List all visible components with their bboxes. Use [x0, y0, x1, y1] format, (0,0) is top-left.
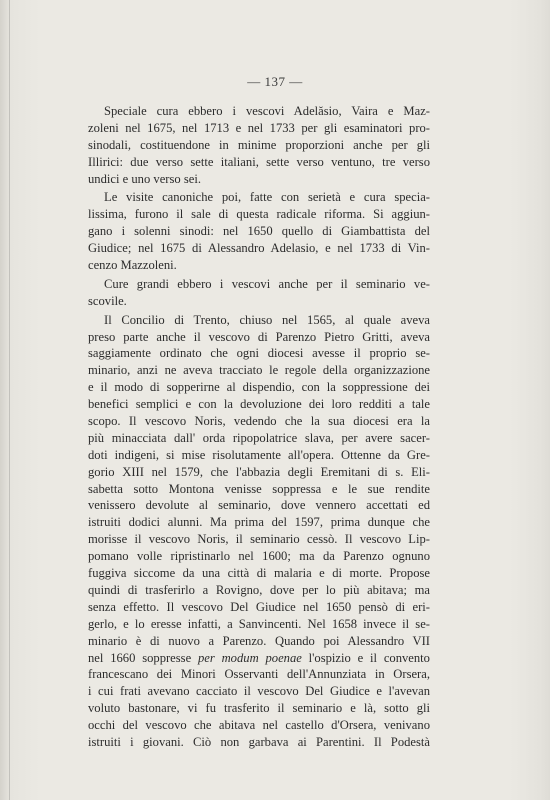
text-line: zoleni nel 1675, nel 1713 e nel 1733 per gli esaminatori pro- [88, 120, 430, 135]
text-line: Illirici: due verso sette italiani, sette verso ventuno, tre verso [88, 154, 430, 169]
paragraph-1 [88, 103, 430, 187]
body-text [88, 103, 430, 751]
text-line: fuggiva siccome da una città di malaria e di morte. Propose [88, 566, 430, 581]
page-number: — 137 — [247, 74, 303, 89]
paragraph-4 [88, 312, 430, 751]
text-line: quindi di trasferirlo a Rovigno, dove per lo più abitava; ma [88, 582, 430, 597]
text-line: cenzo Mazzoleni. [88, 258, 177, 273]
latin-phrase: per modum poenae [197, 650, 302, 665]
text-line: pomano volle ripristinarlo nel 1600; ma da Parenzo ognuno [88, 549, 430, 564]
text-line: saggiamente ordinato che ogni diocesi avesse il proprio se- [88, 346, 430, 361]
text-line: gerlo, e lo eresse infatti, a Sanvincenti. Nel 1658 invece il se- [88, 616, 430, 631]
text-line: Speciale cura ebbero i vescovi Adelăsio, Vaira e Maz- [104, 104, 430, 118]
text-line: Giudice; nel 1675 di Alessandro Adelasio, e nel 1733 di Vin- [88, 241, 430, 256]
text-line: sabetta sotto Montona venisse soppressa e le sue rendite [88, 481, 430, 496]
text-line: minario è di nuovo a Parenzo. Quando poi Alessandro VII [88, 633, 430, 648]
text-line: morisse il vescovo Noris, il seminario cessò. Il vescovo Lip- [88, 532, 430, 547]
text-line: voluto bastonare, vi fu trasferito il seminario e là, sotto gli [88, 701, 430, 716]
text-line: Le visite canoniche poi, fatte con serietà e cura specia- [104, 190, 430, 205]
text-line: preso parte anche il vescovo di Parenzo Pietro Gritti, aveva [88, 329, 430, 344]
text-line: undici e uno verso sei. [88, 171, 201, 186]
text-line: Cure grandi ebbero i vescovi anche per il seminario ve- [104, 276, 430, 291]
text-line: francescano dei Minori Osservanti dell'Annunziata in Orsera, [88, 667, 430, 682]
text-line: lissima, furono il sale di questa radicale riforma. Si aggiun- [88, 207, 430, 222]
text-line: i cui frati avevano cacciato il vescovo Del Giudice e l'avevan [88, 684, 430, 699]
text-line: più minacciata dall' orda ripopolatrice slava, per avere sacer- [88, 430, 430, 445]
binding-gutter [9, 0, 10, 800]
text-line: istruiti dodici alunni. Ma prima del 1597, prima dunque che [88, 515, 430, 530]
text-line: nel 1660 soppresse per modum poenae l'ospizio e il convento [88, 650, 430, 665]
text-line: venissero devolute al seminario, dove vennero accettati ed [88, 498, 430, 513]
text-line: doti indigeni, si mise risolutamente all'opera. Ottenne da Gre- [88, 447, 430, 462]
text-line: Il Concilio di Trento, chiuso nel 1565, al quale aveva [104, 312, 430, 327]
text-line: sinodali, costituendone in minime proporzioni anche per gli [88, 137, 430, 152]
text-line: istruiti i giovani. Ciò non garbava ai Parentini. Il Podestà [88, 734, 430, 749]
text-line: gano i solenni sinodi: nel 1650 quello di Giambattista del [88, 224, 430, 239]
text-line: senza effetto. Il vescovo Del Giudice nel 1650 pensò di eri- [88, 599, 430, 614]
text-line: e il modo di sopperirne al dispendio, con la soppressione dei [88, 380, 430, 395]
paragraph-2 [88, 189, 430, 273]
text-line: benefici semplici e con la devoluzione dei loro redditi a tale [88, 397, 430, 412]
text-line: scopo. Il vescovo Noris, vedendo che la sua diocesi era la [88, 414, 430, 429]
text-line: minario, anzi ne aveva tracciato le regole della organizzazione [88, 363, 430, 378]
text-line: scovile. [88, 293, 127, 308]
paragraph-3 [88, 276, 430, 310]
text-line: gorio XIII nel 1579, che l'abbazia degli Eremitani di s. Eli- [88, 464, 430, 479]
text-line: occhi del vescovo che abitava nel castello d'Orsera, venivano [88, 718, 430, 733]
